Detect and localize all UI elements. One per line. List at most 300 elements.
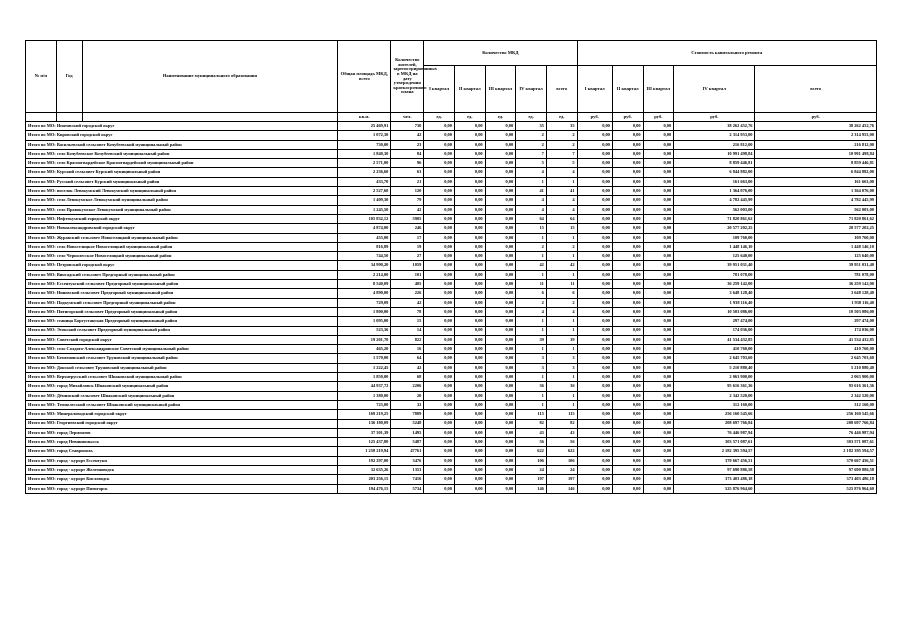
value-cell: 0,00 <box>424 419 455 428</box>
municipality-name-cell: Итого по МО: Безменовский сельсовет Труновский муниципальный район <box>26 354 338 363</box>
municipality-name-cell: Итого по МО: Этокский сельсовет Предгорный муниципальный район <box>26 326 338 335</box>
value-cell: 0,00 <box>454 131 485 140</box>
value-cell: 0,00 <box>577 270 612 279</box>
value-cell: 0,00 <box>454 307 485 316</box>
value-cell: 2 <box>546 131 577 140</box>
value-cell: 0,00 <box>424 261 455 270</box>
value-cell: 16 <box>391 345 424 354</box>
value-cell: 0,00 <box>577 252 612 261</box>
col-header-residents: Количество жителей, зарегистрированных в МКД на дату утверждения краткосрочного плана <box>391 41 424 113</box>
value-cell: 106 <box>516 456 547 465</box>
value-cell: 0,00 <box>485 205 516 214</box>
value-cell: 1 850,00 <box>338 373 391 382</box>
table-row <box>26 400 877 409</box>
table-row <box>26 391 877 400</box>
value-cell: 0,00 <box>424 447 455 456</box>
value-cell: 0,00 <box>577 224 612 233</box>
municipality-name-cell: Итого по МО: город Невинномысск <box>26 438 338 447</box>
value-cell: 1 <box>546 326 577 335</box>
value-cell: 0,00 <box>485 345 516 354</box>
value-cell: 0,00 <box>454 122 485 131</box>
value-cell: 106 <box>546 456 577 465</box>
value-cell: 373 403 486,18 <box>674 475 755 484</box>
value-cell: 0,00 <box>643 382 674 391</box>
value-cell: 0,00 <box>424 252 455 261</box>
value-cell: 15 <box>516 224 547 233</box>
value-cell: 0,00 <box>485 159 516 168</box>
report-sheet <box>25 40 877 494</box>
municipality-name-cell: Итого по МО: Петровский городской округ <box>26 261 338 270</box>
table-row <box>26 214 877 223</box>
value-cell: 0,00 <box>424 484 455 493</box>
value-cell: 39 <box>516 335 547 344</box>
value-cell: 0,00 <box>485 456 516 465</box>
col-header-q1-count: I квартал <box>424 66 455 113</box>
value-cell: 6 844 882,00 <box>674 168 755 177</box>
value-cell: 19 201,70 <box>338 335 391 344</box>
value-cell: 0,00 <box>643 205 674 214</box>
value-cell: 1 938 116,40 <box>755 298 877 307</box>
value-cell: 0,00 <box>485 140 516 149</box>
value-cell: 0,00 <box>577 159 612 168</box>
value-cell: 0,00 <box>612 354 643 363</box>
value-cell: 0,00 <box>454 326 485 335</box>
value-cell: 4 <box>546 205 577 214</box>
table-row <box>26 447 877 456</box>
value-cell: 0,00 <box>424 298 455 307</box>
value-cell: 0,00 <box>612 335 643 344</box>
value-cell: 1 800,00 <box>338 307 391 316</box>
value-cell: 0,00 <box>643 475 674 484</box>
value-cell: 0,00 <box>612 122 643 131</box>
value-cell: 0,00 <box>643 196 674 205</box>
value-cell: 0,00 <box>424 140 455 149</box>
value-cell: 37 301,39 <box>338 428 391 437</box>
value-cell: 0,00 <box>485 270 516 279</box>
value-cell: 0,00 <box>643 214 674 223</box>
value-cell: 0,00 <box>643 391 674 400</box>
value-cell: 0,00 <box>485 382 516 391</box>
group-header-repair-cost: Стоимость капитального ремонта <box>577 41 876 66</box>
value-cell: 0,00 <box>454 354 485 363</box>
municipality-name-cell: Итого по МО: село Новоселицкое Новоселицкий муниципальный район <box>26 242 338 251</box>
value-cell: 38 262 452,76 <box>755 122 877 131</box>
unit-cell: ед. <box>424 113 455 122</box>
value-cell: 0,00 <box>577 382 612 391</box>
value-cell: 433,70 <box>338 177 391 186</box>
col-header-year: Год <box>56 41 82 113</box>
value-cell: 125 437,80 <box>338 438 391 447</box>
value-cell: 0,00 <box>612 131 643 140</box>
value-cell: 5248 <box>391 419 424 428</box>
value-cell: 41 <box>516 187 547 196</box>
value-cell: 2 342 520,00 <box>755 391 877 400</box>
value-cell: 0,00 <box>643 335 674 344</box>
value-cell: 0,00 <box>485 242 516 251</box>
value-cell: 15 <box>546 224 577 233</box>
municipality-name-cell: Итого по МО: Подкумский сельсовет Предгорный муниципальный район <box>26 298 338 307</box>
unit-cell: руб. <box>643 113 674 122</box>
value-cell: 20 577 202,25 <box>755 224 877 233</box>
table-row <box>26 233 877 242</box>
table-row <box>26 438 877 447</box>
value-cell: 0,00 <box>454 475 485 484</box>
value-cell: 8 859 446,81 <box>755 159 877 168</box>
value-cell: 2 <box>516 131 547 140</box>
value-cell: 0,00 <box>612 205 643 214</box>
value-cell: 0,00 <box>485 363 516 372</box>
value-cell: 4 874,00 <box>338 224 391 233</box>
value-cell: 41 <box>546 187 577 196</box>
value-cell: 6 <box>516 289 547 298</box>
table-row <box>26 465 877 474</box>
value-cell: 781 078,00 <box>755 270 877 279</box>
value-cell: 0,00 <box>485 214 516 223</box>
units-row <box>26 113 877 122</box>
municipality-name-cell: Итого по МО: Дёминский сельсовет Шпаковский муниципальный район <box>26 391 338 400</box>
value-cell: 1 <box>546 345 577 354</box>
value-cell: 312 160,00 <box>674 400 755 409</box>
value-cell: 0,00 <box>577 438 612 447</box>
value-cell: 523,36 <box>338 326 391 335</box>
value-cell: 0,00 <box>643 326 674 335</box>
value-cell: 0,00 <box>643 428 674 437</box>
value-cell: 1 <box>516 326 547 335</box>
value-cell: 0,00 <box>454 159 485 168</box>
value-cell: 5 210 880,40 <box>755 363 877 372</box>
municipality-name-cell: Итого по МО: Верхнерусский сельсовет Шпаковский муниципальный район <box>26 373 338 382</box>
table-row <box>26 373 877 382</box>
value-cell: 0,00 <box>485 149 516 158</box>
value-cell: 723,00 <box>338 400 391 409</box>
value-cell: 0,00 <box>612 382 643 391</box>
value-cell: 2 645 703,60 <box>755 354 877 363</box>
value-cell: 3476 <box>391 456 424 465</box>
value-cell: 4 <box>516 196 547 205</box>
value-cell: 562 003,00 <box>674 205 755 214</box>
col-header-area: Общая площадь МКД, всего <box>338 41 391 113</box>
value-cell: 136 180,09 <box>338 419 391 428</box>
value-cell: 95 616 361,36 <box>755 382 877 391</box>
value-cell: 0,00 <box>577 400 612 409</box>
value-cell: 0,00 <box>485 252 516 261</box>
value-cell: 1495 <box>391 428 424 437</box>
value-cell: 0,00 <box>612 428 643 437</box>
value-cell: 0,00 <box>454 252 485 261</box>
value-cell: 0,00 <box>485 410 516 419</box>
value-cell: 0,00 <box>424 280 455 289</box>
value-cell: 3 648 128,40 <box>755 289 877 298</box>
value-cell: 1 <box>516 317 547 326</box>
value-cell: 0,00 <box>424 122 455 131</box>
value-cell: 622 <box>546 447 577 456</box>
value-cell: 256 160 545,66 <box>674 410 755 419</box>
value-cell: 0,00 <box>643 242 674 251</box>
value-cell: 0,00 <box>577 363 612 372</box>
value-cell: 146 <box>516 484 547 493</box>
value-cell: 0,00 <box>454 280 485 289</box>
value-cell: 0,00 <box>424 456 455 465</box>
value-cell: 0,00 <box>424 233 455 242</box>
table-row <box>26 289 877 298</box>
value-cell: 729,09 <box>338 298 391 307</box>
value-cell: 11 <box>546 280 577 289</box>
value-cell: 0,00 <box>643 456 674 465</box>
value-cell: 0,00 <box>577 465 612 474</box>
value-cell: 42 <box>546 261 577 270</box>
value-cell: 0,00 <box>485 335 516 344</box>
value-cell: 0,00 <box>424 354 455 363</box>
table-row <box>26 298 877 307</box>
value-cell: 197 <box>516 475 547 484</box>
value-cell: 0,00 <box>454 465 485 474</box>
value-cell: 36 259 142,00 <box>674 280 755 289</box>
value-cell: 1 380,00 <box>338 391 391 400</box>
value-cell: 115 <box>546 410 577 419</box>
value-cell: 0,00 <box>612 456 643 465</box>
value-cell: 42 <box>516 261 547 270</box>
value-cell: 0,00 <box>643 140 674 149</box>
value-cell: 109 760,00 <box>674 233 755 242</box>
unit-cell: ед. <box>454 113 485 122</box>
value-cell: 0,00 <box>577 447 612 456</box>
value-cell: 1 072,30 <box>338 131 391 140</box>
municipality-name-cell: Итого по МО: село Солдато-Александровское Советский муниципальный район <box>26 345 338 354</box>
value-cell: 0,00 <box>454 205 485 214</box>
value-cell: 64 <box>516 214 547 223</box>
table-row <box>26 382 877 391</box>
unit-cell: ед. <box>485 113 516 122</box>
value-cell: 10 991 498,84 <box>674 149 755 158</box>
value-cell: 0,00 <box>424 317 455 326</box>
value-cell: 0,00 <box>485 354 516 363</box>
value-cell: 1 <box>546 400 577 409</box>
value-cell: 1 840,30 <box>338 149 391 158</box>
table-row <box>26 484 877 493</box>
value-cell: 0,00 <box>643 345 674 354</box>
value-cell: 1 570,00 <box>338 354 391 363</box>
value-cell: 822 <box>391 335 424 344</box>
value-cell: 0,00 <box>485 419 516 428</box>
value-cell: 1 <box>546 391 577 400</box>
value-cell: 816,89 <box>338 242 391 251</box>
value-cell: 42 <box>391 205 424 214</box>
municipality-name-cell: Итого по МО: Темнолесский сельсовет Шпаковский муниципальный район <box>26 400 338 409</box>
municipality-name-cell: Итого по МО: станица Боргустанская Предгорный муниципальный район <box>26 317 338 326</box>
value-cell: 32 635,26 <box>338 465 391 474</box>
value-cell: 303 571 087,61 <box>755 438 877 447</box>
value-cell: 4 782 445,99 <box>674 196 755 205</box>
value-cell: 0,00 <box>577 326 612 335</box>
municipality-name-cell: Итого по МО: Курский сельсовет Курский муниципальный район <box>26 168 338 177</box>
value-cell: 0,00 <box>612 233 643 242</box>
value-cell: 194 476,15 <box>338 484 391 493</box>
value-cell: 56 <box>516 438 547 447</box>
value-cell: 0,00 <box>454 456 485 465</box>
value-cell: 208 697 766,84 <box>674 419 755 428</box>
table-row <box>26 335 877 344</box>
value-cell: 0,00 <box>577 131 612 140</box>
value-cell: 0,00 <box>454 428 485 437</box>
value-cell: 1353 <box>391 465 424 474</box>
value-cell: 10 503 086,00 <box>674 307 755 316</box>
value-cell: 0,00 <box>424 400 455 409</box>
value-cell: 38 262 452,76 <box>674 122 755 131</box>
value-cell: 7416 <box>391 475 424 484</box>
col-header-q3-cost: III квартал <box>643 66 674 113</box>
table-row <box>26 307 877 316</box>
municipality-name-cell: Итого по МО: Журавский сельсовет Новоселицкий муниципальный район <box>26 233 338 242</box>
value-cell: 192 297,00 <box>338 456 391 465</box>
table-row <box>26 280 877 289</box>
value-cell: 0,00 <box>454 233 485 242</box>
table-row <box>26 177 877 186</box>
value-cell: 0,00 <box>612 419 643 428</box>
value-cell: 1 364 076,00 <box>755 187 877 196</box>
value-cell: 0,00 <box>577 233 612 242</box>
value-cell: 0,00 <box>454 382 485 391</box>
value-cell: 0,00 <box>424 177 455 186</box>
value-cell: 0,00 <box>612 261 643 270</box>
value-cell: 0,00 <box>485 391 516 400</box>
value-cell: 47761 <box>391 447 424 456</box>
value-cell: 0,00 <box>485 475 516 484</box>
value-cell: 0,00 <box>643 373 674 382</box>
table-row <box>26 345 877 354</box>
value-cell: 1 <box>516 400 547 409</box>
value-cell: 0,00 <box>485 484 516 493</box>
value-cell: 208 697 766,84 <box>755 419 877 428</box>
value-cell: 0,00 <box>485 326 516 335</box>
value-cell: 0,00 <box>643 270 674 279</box>
municipality-name-cell: Итого по МО: Ниновский сельсовет Предгорный муниципальный район <box>26 289 338 298</box>
value-cell: 0,00 <box>577 289 612 298</box>
value-cell: 25 469,91 <box>338 122 391 131</box>
value-cell: 0,00 <box>612 438 643 447</box>
value-cell: 0,00 <box>612 447 643 456</box>
value-cell: 0,00 <box>485 317 516 326</box>
value-cell: 0,00 <box>485 438 516 447</box>
value-cell: 1 448 146,10 <box>755 242 877 251</box>
value-cell: 0,00 <box>577 391 612 400</box>
value-cell: 0,00 <box>612 252 643 261</box>
value-cell: 41 534 432,85 <box>674 335 755 344</box>
value-cell: 0,00 <box>612 177 643 186</box>
value-cell: 2 <box>546 242 577 251</box>
value-cell: 2 236,60 <box>338 168 391 177</box>
value-cell: 0,00 <box>485 177 516 186</box>
value-cell: 0,00 <box>424 475 455 484</box>
table-row <box>26 242 877 251</box>
value-cell: 0,00 <box>454 317 485 326</box>
value-cell: 0,00 <box>485 122 516 131</box>
value-cell: 1 <box>546 233 577 242</box>
value-cell: 4 <box>516 307 547 316</box>
value-cell: 23 <box>391 140 424 149</box>
municipality-name-cell: Итого по МО: село Правокумское Левокумский муниципальный район <box>26 205 338 214</box>
table-row <box>26 410 877 419</box>
col-header-total-count: всего <box>546 66 577 113</box>
value-cell: 2 645 703,60 <box>674 354 755 363</box>
value-cell: 465,20 <box>338 345 391 354</box>
value-cell: 2 182 395 594,57 <box>755 447 877 456</box>
value-cell: 0,00 <box>485 289 516 298</box>
value-cell: 7809 <box>391 410 424 419</box>
value-cell: 0,00 <box>577 149 612 158</box>
municipality-name-cell: Итого по МО: Кировский городской округ <box>26 131 338 140</box>
value-cell: 6 844 882,00 <box>755 168 877 177</box>
value-cell: 0,00 <box>643 168 674 177</box>
value-cell: 0,00 <box>454 187 485 196</box>
value-cell: 0,00 <box>424 382 455 391</box>
value-cell: 0,00 <box>424 224 455 233</box>
table-row <box>26 363 877 372</box>
value-cell: 0,00 <box>577 335 612 344</box>
value-cell: 5734 <box>391 484 424 493</box>
value-cell: 43 <box>546 428 577 437</box>
municipality-name-cell: Итого по МО: Русский сельсовет Курский муниципальный район <box>26 177 338 186</box>
value-cell: 256 160 545,66 <box>755 410 877 419</box>
municipality-name-cell: Итого по МО: город - курорт Пятигорск <box>26 484 338 493</box>
value-cell: 0,00 <box>577 410 612 419</box>
value-cell: 370 667 456,51 <box>674 456 755 465</box>
value-cell: 0,00 <box>577 205 612 214</box>
value-cell: 1 <box>516 177 547 186</box>
value-cell: 5 210 880,40 <box>674 363 755 372</box>
value-cell: 0,00 <box>612 280 643 289</box>
value-cell: 78 <box>391 307 424 316</box>
value-cell: 0,00 <box>424 391 455 400</box>
value-cell: 0,00 <box>454 214 485 223</box>
value-cell: 0,00 <box>643 484 674 493</box>
col-header-q4-count: IV квартал <box>516 66 547 113</box>
value-cell: 2 342 520,00 <box>674 391 755 400</box>
value-cell: 32 <box>391 400 424 409</box>
value-cell: 161 663,00 <box>755 177 877 186</box>
value-cell: 622 <box>516 447 547 456</box>
value-cell: 197 <box>546 475 577 484</box>
col-header-q2-count: II квартал <box>454 66 485 113</box>
municipality-name-cell: Итого по МО: село Красногвардейское Красногвардейский муниципальный район <box>26 159 338 168</box>
unit-cell: чел. <box>391 113 424 122</box>
value-cell: 0,00 <box>643 177 674 186</box>
value-cell: 24 <box>546 465 577 474</box>
value-cell: 97 690 886,58 <box>674 465 755 474</box>
value-cell: 0,00 <box>424 373 455 382</box>
value-cell: 39 <box>546 335 577 344</box>
value-cell: 0,00 <box>612 307 643 316</box>
municipality-name-cell: Итого по МО: Васильевский сельсовет Кочубеевский муниципальный район <box>26 140 338 149</box>
table-row <box>26 456 877 465</box>
value-cell: 1 <box>516 345 547 354</box>
value-cell: 0,00 <box>577 317 612 326</box>
value-cell: 0,00 <box>485 224 516 233</box>
value-cell: 0,00 <box>612 400 643 409</box>
value-cell: 2 <box>516 242 547 251</box>
value-cell: 7 <box>516 149 547 158</box>
value-cell: 0,00 <box>643 159 674 168</box>
value-cell: 76 446 987,94 <box>674 428 755 437</box>
value-cell: 5487 <box>391 438 424 447</box>
value-cell: 79 <box>391 196 424 205</box>
value-cell: 410 760,00 <box>755 345 877 354</box>
value-cell: 0,00 <box>485 280 516 289</box>
value-cell: 2206 <box>391 382 424 391</box>
value-cell: 169 219,25 <box>338 410 391 419</box>
municipality-name-cell: Итого по МО: поселок Левокумский Левокумский муниципальный район <box>26 187 338 196</box>
value-cell: 1 938 116,40 <box>674 298 755 307</box>
value-cell: 71 820 861,62 <box>674 214 755 223</box>
